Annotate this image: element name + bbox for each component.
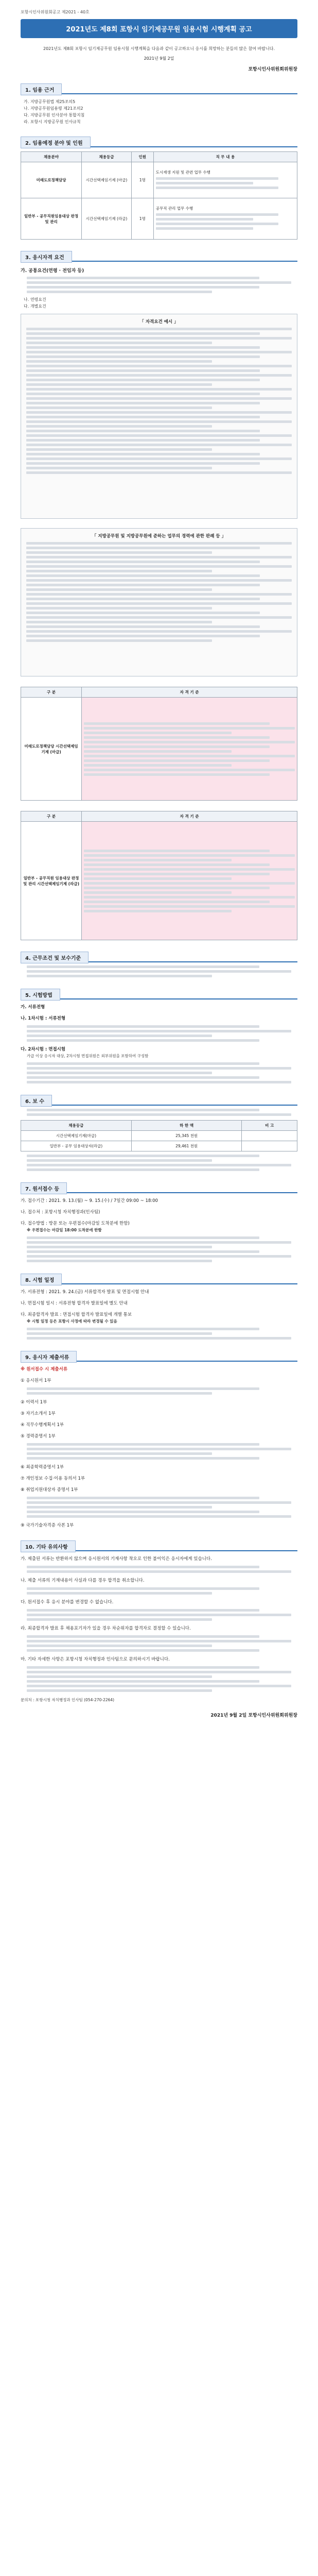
- qualification-example-box: 「 자격요건 예시 」: [21, 314, 297, 519]
- notice-date: 2021년 9월 2일: [144, 56, 174, 61]
- basis-item: 라. 포항시 지방공무원 인사규칙: [24, 120, 81, 124]
- qualification-table-2: 구 분 자 격 기 준 일반부 - 공무직원 임용대상 판정 및 관리 시간선택제임기제 (라급): [21, 811, 297, 940]
- note-item: 가. 제출된 서류는 반환하지 않으며 응시원서의 기재사항 착오로 인한 불이익은 응시자에게 있습니다.: [21, 1556, 212, 1562]
- career-precedent-box: 「 지방공무원 및 지방공무원에 준하는 업무의 경력에 관한 판례 등 」: [21, 528, 297, 676]
- issuing-org: 포항시인사위원회위원장: [248, 67, 297, 72]
- note-item: 마. 기타 자세한 사항은 포항시청 자치행정과 인사팀으로 문의하시기 바랍니다.: [21, 1657, 170, 1662]
- notice-title: 2021년도 제8회 포항시 임기제공무원 임용시험 시행계획 공고: [21, 19, 297, 38]
- contact: 문의처 : 포항시청 자치행정과 인사팀 (054-270-2264): [21, 1698, 115, 1702]
- section-7-header: 7. 원서접수 등: [21, 1182, 297, 1193]
- position-field: 일반부 - 공무직원임용대상 판정 및 관리: [21, 198, 82, 240]
- basis-item: 다. 지방공무원 인사분야 통합지침: [24, 113, 85, 117]
- section-3-header: 3. 응시자격 요건: [21, 251, 297, 261]
- section-2-header: 2. 임용예정 분야 및 인원: [21, 137, 297, 147]
- positions-table: 채용분야 채용등급 인원 직 무 내 용 미래도로정책담당 시간선택제임기제 (마급) 1명 도시재생 지원 및 관련 업무 수행 일반부 - 공무직원임용대상 판정 및 관리 시간선택제임기제 (라급) 1명 공무직 관리 업무 수행: [21, 151, 297, 240]
- section-8-header: 8. 시험 일정: [21, 1274, 297, 1284]
- section-1-header: 1. 임용 근거: [21, 83, 297, 94]
- section-10-header: 10. 기타 유의사항: [21, 1540, 297, 1551]
- section-5-header: 5. 시험방법: [21, 989, 297, 999]
- section-9-header: 9. 응시자 제출서류: [21, 1351, 297, 1361]
- qualification-table-1: 구 분 자 격 기 준 미래도로정책담당 시간선택제임기제 (마급): [21, 687, 297, 801]
- section-4-header: 4. 근무조건 및 보수기준: [21, 952, 297, 962]
- note-item: 나. 제출 서류의 기재내용이 사실과 다를 경우 합격을 취소합니다.: [21, 1578, 145, 1583]
- basis-item: 나. 지방공무원임용령 제21조의2: [24, 106, 83, 111]
- intro-text: 2021년도 제8회 포항시 임기제공무원 임용시험 시행계획을 다음과 같이 공고하오니 응시를 희망하는 분들의 많은 참여 바랍니다.: [43, 46, 275, 51]
- notice-page: 포항시인사위원회공고 제2021 - 40호 2021년도 제8회 포항시 임기제공무원 임용시험 시행계획 공고 2021년도 제8회 포항시 임기제공무원 임용시험 시행계획을 다음과 같이 공고하오니 응시를 희망하는 분들의 많은 참여 바랍니다. 2021년 9월 2일 포항시인사위원회위원장 1. 임용 근거 가. 지방공무원법 제25조의5 나. 지방공무원임용령 제21조의2 다. 지방공무원 인사분야 통합지침 라. 포항시 지방공무원 인사규칙 2. 임용예정 분야 및 인원 채용분야 채용등급 인원 직 무 내 용 미래도로정책담당 시간선택제임기제 (마급) 1명 도시재생 지원 및 관련 업무 수행 일반부 - 공무직원임용대상 판정 및 관리 시간선택제임기제 (라급) 1명 공무직 관리 업무 수행 3. 응시자격 요건 가. 공통요건(연령 · 전임자 등) 나. 연령요건 다. 개별요건 「 자격요건 예시 」 「 지방공무원 및 지방공무원에 준하는 업무의 경력에 관한 판례 등 」 구 분 자 격 기 준 미래도로정책담당 시간선택제임기제 (마급) 구 분 자 격 기 준 일반부 - 공무직원 임용대상 판정 및 관리 시간선택제임기제 (라급) 4. 근무조건 및 보수기준 5. 시험방법 가. 서류전형 나. 1차시험 : 서류전형 다. 2차시험 : 면접시험 가급 이상 응시자 대상, 2차시험 면접위원은 외부위원을 포함하여 구성함 6. 보 수 채용등급 하 한 액 비 고 시간선택제임기제(마급) 25,345 천원 일반부 - 공무 임용대상자(라급) 29,461 천원 7. 원서접수 등 가. 접수기간 : 2021. 9. 13.(월) ~ 9. 15.(수) / 7일간 09:00 ~ 18:00 나. 접수처 : 포항시청 자치행정과(인사팀) 다. 접수방법 : 방문 또는 우편접수(마감일 도착분에 한함) ※ 우편접수는 마감일 18:00 도착분에 한함 8. 시험 일정 가. 서류전형 : 2021. 9. 24.(금) 서류합격자 발표 및 면접시험 안내 나. 면접시험 일시 : 서류전형 합격자 발표일에 별도 안내 다. 최종합격자 발표 : 면접시험 합격자 발표일에 개별 통보 ※ 시험 일정 등은 포항시 사정에 따라 변경될 수 있음 9. 응시자 제출서류 ※ 원서접수 시 제출서류 ① 응시원서 1부 ② 이력서 1부 ③ 자기소개서 1부 ④ 직무수행계획서 1부 ⑤ 경력증명서 1부 ⑥ 최종학력증명서 1부 ⑦ 개인정보 수집·이용 동의서 1부 ⑧ 취업지원대상자 증명서 1부 ⑨ 국가기술자격증 사본 1부 10. 기타 유의사항 가. 제출된 서류는 반환하지 않으며 응시원서의 기재사항 착오로 인한 불이익은 응시자에게 있습니다. 나. 제출 서류의 기재내용이 사실과 다를 경우 합격을 취소합니다. 다. 원서접수 후 응시 분야를 변경할 수 없습니다. 라. 최종합격자 발표 후 채용포기자가 있을 경우 차순위자를 합격자로 결정할 수 있습니다. 마. 기타 자세한 사항은 포항시청 자치행정과 인사팀으로 문의하시기 바랍니다. 문의처 : 포항시청 자치행정과 인사팀 (054-270-2264) 2021년 9월 2일 포항시인사위원회위원장: [21, 10, 297, 1718]
- basis-item: 가. 지방공무원법 제25조의5: [24, 99, 76, 104]
- pay-table: 채용등급 하 한 액 비 고 시간선택제임기제(마급) 25,345 천원 일반부 - 공무 임용대상자(라급) 29,461 천원: [21, 1120, 297, 1151]
- closing: 2021년 9월 2일 포항시인사위원회위원장: [210, 1713, 297, 1718]
- note-item: 라. 최종합격자 발표 후 채용포기자가 있을 경우 차순위자를 합격자로 결정할 수 있습니다.: [21, 1626, 191, 1631]
- notice-number: 포항시인사위원회공고 제2021 - 40호: [21, 10, 90, 14]
- section-6-header: 6. 보 수: [21, 1095, 297, 1105]
- note-item: 다. 원서접수 후 응시 분야를 변경할 수 없습니다.: [21, 1600, 114, 1605]
- position-field: 미래도로정책담당: [21, 162, 82, 198]
